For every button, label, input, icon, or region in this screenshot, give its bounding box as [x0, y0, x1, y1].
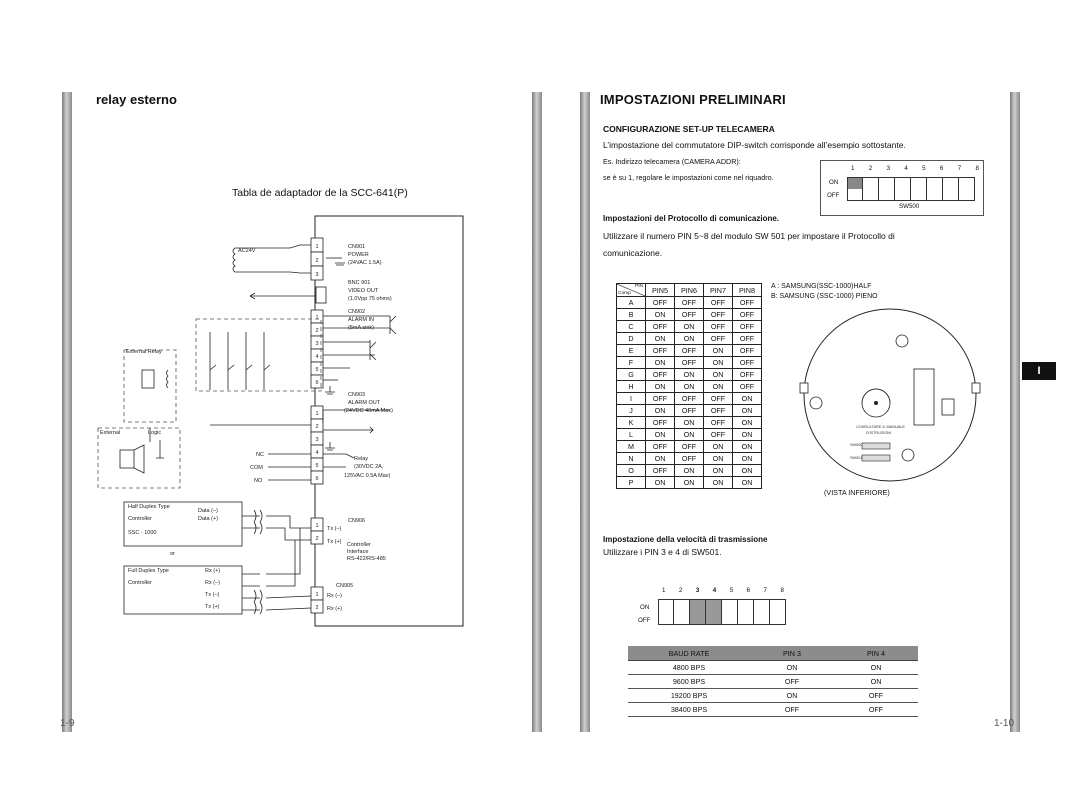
pin-table-row: [617, 453, 762, 465]
section-title: CONFIGURAZIONE SET-UP TELECAMERA: [603, 124, 775, 134]
pin-table-row-label: F: [617, 357, 646, 369]
pin-table-row-label: E: [617, 345, 646, 357]
pin-table-cell: OFF: [675, 405, 704, 417]
legend-b: B: SAMSUNG (SSC-1000) PIENO: [771, 292, 878, 300]
diagram-subtitle: Tabla de adaptador de la SCC-641(P): [232, 187, 408, 199]
pin-table-cell: ON: [675, 417, 704, 429]
pin-table-cell: OFF: [733, 345, 762, 357]
pin-table-cell: OFF: [733, 357, 762, 369]
dip-switch: [959, 177, 975, 201]
center-page-bar-left: [532, 92, 542, 732]
pin-table-row: [617, 405, 762, 417]
label-relay-spec1: (30VDC 2A,: [354, 464, 384, 470]
dip-switch: [674, 599, 690, 625]
right-page-bar: [1010, 92, 1020, 732]
sw500-on-label: ON: [829, 179, 839, 186]
pin-table-row-label: A: [617, 297, 646, 309]
pin-table-cell: OFF: [704, 393, 733, 405]
label-bnc901: BNC 901: [348, 280, 371, 286]
sw500-label: SW500: [899, 203, 920, 210]
pin-table-cell: ON: [675, 429, 704, 441]
pin-table-row-label: N: [617, 453, 646, 465]
center-page-bar-right: [580, 92, 590, 732]
baud-table-cell: ON: [834, 661, 918, 675]
baud-header: PIN 4: [834, 646, 918, 661]
left-heading: relay esterno: [96, 92, 177, 107]
pin-table-row-label: D: [617, 333, 646, 345]
label-controller-iface3: RS-422/RS-485: [347, 556, 386, 562]
pin-table-cell: ON: [733, 477, 762, 489]
dip-switch: [754, 599, 770, 625]
sw501-on-label: ON: [640, 604, 650, 611]
terminal-num: 1: [315, 523, 319, 529]
baud-table-cell: 38400 BPS: [628, 703, 750, 717]
label-or: or: [170, 551, 175, 557]
pin-table-cell: OFF: [733, 369, 762, 381]
pin-table-cell: OFF: [675, 309, 704, 321]
pin-table-cell: OFF: [646, 345, 675, 357]
terminal-num: 2: [315, 328, 319, 334]
label-tx-plus-1: Tx (+): [327, 539, 342, 545]
terminal-num: 4: [315, 354, 319, 360]
pin-table-row: [617, 393, 762, 405]
pin-table-row-label: L: [617, 429, 646, 441]
speed-text: Utilizzare i PIN 3 e 4 di SW501.: [603, 547, 722, 557]
pin-table-cell: ON: [733, 393, 762, 405]
label-alarm-in-spec: (5mA sink): [348, 325, 374, 331]
pin-table-cell: ON: [675, 369, 704, 381]
protocol-text2: comunicazione.: [603, 248, 663, 258]
label-cn903: CN903: [348, 392, 366, 398]
sw500-switches: [847, 177, 975, 201]
pin-table-cell: OFF: [733, 381, 762, 393]
baud-header: BAUD RATE: [628, 646, 750, 661]
pin-table-cell: ON: [704, 357, 733, 369]
label-controller1: Controller: [128, 516, 152, 522]
pin-table-cell: OFF: [704, 309, 733, 321]
dip-switch: [690, 599, 706, 625]
label-power-spec: (24VAC 1.5A): [348, 260, 382, 266]
pin-table-cell: ON: [704, 381, 733, 393]
pin-table-row-label: J: [617, 405, 646, 417]
pin-table-cell: ON: [704, 477, 733, 489]
pin-table-cell: ON: [733, 417, 762, 429]
section-tab-marker: I: [1022, 362, 1056, 380]
pin-table-cell: OFF: [675, 345, 704, 357]
baud-table-row: [628, 703, 918, 717]
sw501-numbers: 1 2 3 4 5 6 7 8: [662, 587, 784, 594]
pin-table-row: [617, 429, 762, 441]
terminal-num: 1: [315, 244, 319, 250]
baud-table-row: [628, 661, 918, 675]
baud-header: PIN 3: [750, 646, 834, 661]
baud-table-cell: 4800 BPS: [628, 661, 750, 675]
terminal-num: 1: [315, 315, 319, 321]
wiring-diagram: [90, 210, 470, 630]
pin-table-row: [617, 465, 762, 477]
pin-table-cell: ON: [646, 477, 675, 489]
baud-table-cell: 19200 BPS: [628, 689, 750, 703]
pin-table-cell: ON: [675, 321, 704, 333]
pin-table-row-label: O: [617, 465, 646, 477]
pin-table-cell: OFF: [646, 369, 675, 381]
label-data-minus: Data (–): [198, 508, 218, 514]
label-ssc1000: SSC - 1000: [128, 530, 157, 536]
pin-table-row-label: I: [617, 393, 646, 405]
pin-table-cell: ON: [733, 465, 762, 477]
baud-table-row: [628, 675, 918, 689]
baud-table-cell: OFF: [834, 689, 918, 703]
terminal-num: 3: [315, 341, 319, 347]
terminal-num: 6: [315, 476, 319, 482]
pin-table-cell: ON: [675, 333, 704, 345]
terminal-num: 3: [315, 437, 319, 443]
pin-table-cell: ON: [646, 453, 675, 465]
label-alarm-out: ALARM OUT: [348, 400, 381, 406]
pin-table-cell: ON: [675, 477, 704, 489]
pin-table-row: [617, 357, 762, 369]
terminal-num: 5: [315, 463, 319, 469]
pin-table-row-label: C: [617, 321, 646, 333]
legend-a: A : SAMSUNG(SSC-1000)HALF: [771, 283, 872, 290]
pin-table-cell: ON: [646, 429, 675, 441]
terminal-num: 4: [315, 450, 319, 456]
terminal-num: 1: [315, 411, 319, 417]
label-relay: Relay: [354, 456, 369, 462]
pin-table-cell: OFF: [733, 321, 762, 333]
pin-table-row: [617, 333, 762, 345]
terminal-num: 2: [315, 605, 319, 611]
dip-switch: [863, 177, 879, 201]
pin-table-header: PIN8: [733, 284, 762, 297]
dip-switch: [847, 177, 863, 201]
terminal-num: 5: [315, 367, 319, 373]
label-no: NO: [254, 478, 263, 484]
protocol-title: Impostazioni del Protocollo di comunicazione.: [603, 214, 780, 223]
pin-table-row-label: G: [617, 369, 646, 381]
terminal-num: 2: [315, 424, 319, 430]
pin-table-cell: ON: [646, 357, 675, 369]
pin-table-row: [617, 297, 762, 309]
pin-table-cell: OFF: [675, 441, 704, 453]
left-page-bar: [60, 92, 75, 732]
bottom-sw501-label: SW501: [850, 456, 863, 460]
pin-table-cell: ON: [646, 381, 675, 393]
pin-table-cell: OFF: [646, 297, 675, 309]
label-external-relay: External Relay: [126, 349, 162, 355]
label-cn906: CN906: [348, 518, 366, 524]
pin-table-cell: ON: [733, 453, 762, 465]
pin-table-header: PIN6: [675, 284, 704, 297]
speed-title: Impostazione della velocità di trasmissione: [603, 535, 768, 544]
right-page-number: 1-10: [994, 718, 1015, 729]
label-video-spec: (1.0Vpp 75 ohms): [348, 296, 392, 302]
label-rx-plus: Rx (+): [205, 568, 221, 574]
baud-table-cell: OFF: [750, 675, 834, 689]
terminal-num: 1: [315, 592, 319, 598]
dip-switch: [770, 599, 786, 625]
pin-table-header: PIN5: [646, 284, 675, 297]
terminal-num: 6: [315, 380, 319, 386]
dip-switch: [911, 177, 927, 201]
protocol-pin-table: [616, 283, 762, 489]
pin-table-cell: OFF: [646, 441, 675, 453]
label-cn905: CN905: [336, 583, 354, 589]
pin-table-cell: ON: [733, 441, 762, 453]
baud-table-cell: OFF: [750, 703, 834, 717]
label-external: External: [100, 430, 121, 436]
label-tx-plus-2: Tx (+): [205, 604, 220, 610]
pin-table-cell: OFF: [704, 297, 733, 309]
intro-text: L’impostazione del commutatore DIP-switch corrisponde all’esempio sottostante.: [603, 140, 906, 150]
left-page-number: 1-9: [60, 718, 75, 729]
pin-table-cell: ON: [704, 369, 733, 381]
label-com: COM: [250, 465, 263, 471]
baud-table-cell: ON: [750, 661, 834, 675]
sw500-numbers: 1 2 3 4 5 6 7 8: [851, 165, 979, 172]
dip-switch: [927, 177, 943, 201]
label-alarm-in: ALARM IN: [348, 317, 374, 323]
pin-table-cell: OFF: [704, 321, 733, 333]
pin-table-cell: ON: [646, 309, 675, 321]
example-line2: se è su 1, regolare le impostazioni come nel riquadro.: [603, 173, 774, 182]
pin-table-cell: OFF: [646, 393, 675, 405]
pin-table-row: [617, 309, 762, 321]
baud-rate-table: [628, 646, 918, 717]
label-rx-minus-r: Rx (–): [327, 593, 342, 599]
label-power: POWER: [348, 252, 369, 258]
sw500-box: [820, 160, 984, 216]
camera-bottom-view: [798, 303, 982, 483]
dip-switch: [879, 177, 895, 201]
pin-table-cell: ON: [733, 405, 762, 417]
label-controller-iface1: Controller: [347, 542, 371, 548]
label-video-out: VIDEO OUT: [348, 288, 379, 294]
pin-table-cell: OFF: [704, 417, 733, 429]
label-full-duplex: Full Duplex Type: [128, 568, 169, 574]
terminal-num: 2: [315, 536, 319, 542]
baud-table-cell: ON: [750, 689, 834, 703]
example-line1: Es. Indirizzo telecamera (CAMERA ADDR):: [603, 157, 741, 166]
pin-table-cell: OFF: [704, 429, 733, 441]
pin-table-cell: ON: [733, 429, 762, 441]
pin-table-row: [617, 345, 762, 357]
pin-table-cell: OFF: [675, 453, 704, 465]
bottom-note2: D'ISTRUZIONI: [866, 431, 891, 435]
label-tx-minus-1: Tx (–): [327, 526, 342, 532]
pin-table-cell: ON: [704, 441, 733, 453]
label-alarm-out-spec: (24VDC 40mA Max): [344, 408, 393, 414]
right-heading: IMPOSTAZIONI PRELIMINARI: [600, 92, 786, 107]
pin-table-cell: OFF: [733, 309, 762, 321]
pin-table-row-label: K: [617, 417, 646, 429]
label-logic: Logic: [148, 430, 162, 436]
pin-table-cell: OFF: [646, 465, 675, 477]
label-rx-minus: Rx (–): [205, 580, 220, 586]
dip-switch: [943, 177, 959, 201]
pin-table-cell: OFF: [733, 333, 762, 345]
bottom-view-caption: (VISTA INFERIORE): [824, 488, 890, 497]
pin-table-cell: OFF: [704, 405, 733, 417]
label-ac24v: AC24V: [238, 248, 256, 254]
pin-table-header: PIN7: [704, 284, 733, 297]
sw501-off-label: OFF: [638, 617, 651, 624]
pin-table-row: [617, 369, 762, 381]
pin-table-cell: OFF: [733, 297, 762, 309]
pin-table-cell: OFF: [675, 297, 704, 309]
pin-table-cell: OFF: [675, 357, 704, 369]
pin-table-corner: PIN Comp: [617, 284, 646, 297]
label-controller2: Controller: [128, 580, 152, 586]
dip-switch: [738, 599, 754, 625]
pin-table-row: [617, 477, 762, 489]
baud-table-cell: ON: [834, 675, 918, 689]
pin-table-row: [617, 441, 762, 453]
terminal-num: 2: [315, 258, 319, 264]
protocol-legend: [771, 282, 878, 301]
pin-table-cell: ON: [704, 345, 733, 357]
dip-switch: [658, 599, 674, 625]
bottom-sw500-label: SW500: [850, 443, 863, 447]
pin-table-cell: ON: [675, 465, 704, 477]
pin-table-cell: OFF: [646, 417, 675, 429]
pin-table-cell: OFF: [704, 333, 733, 345]
pin-table-cell: ON: [646, 333, 675, 345]
label-controller-iface2: Interface: [347, 549, 369, 555]
label-cn902: CN902: [348, 309, 366, 315]
pin-table-cell: OFF: [675, 393, 704, 405]
label-rx-plus-r: Rx (+): [327, 606, 343, 612]
protocol-text1: Utilizzare il numero PIN 5~8 del modulo SW 501 per impostare il Protocollo di: [603, 231, 895, 241]
pin-table-row-label: M: [617, 441, 646, 453]
pin-table-cell: OFF: [646, 321, 675, 333]
pin-table-row: [617, 321, 762, 333]
dip-switch: [722, 599, 738, 625]
label-cn901: CN901: [348, 244, 366, 250]
pin-table-row-label: P: [617, 477, 646, 489]
baud-table-cell: 9600 BPS: [628, 675, 750, 689]
dip-switch: [895, 177, 911, 201]
sw501-switches: [658, 599, 786, 625]
pin-table-row: [617, 417, 762, 429]
terminal-num: 3: [315, 272, 319, 278]
sw501-box: [632, 587, 784, 629]
pin-table-cell: ON: [646, 405, 675, 417]
pin-table-cell: ON: [704, 465, 733, 477]
label-nc: NC: [256, 452, 264, 458]
label-data-plus: Data (+): [198, 516, 219, 522]
pin-table-row-label: H: [617, 381, 646, 393]
baud-table-row: [628, 689, 918, 703]
label-tx-minus-2: Tx (–): [205, 592, 220, 598]
pin-table-cell: ON: [704, 453, 733, 465]
bottom-note1: CONSULTARE IL MANUALE: [856, 425, 905, 429]
pin-table-row-label: B: [617, 309, 646, 321]
label-relay-spec2: 125VAC 0.5A Max): [344, 473, 391, 479]
pin-table-row: [617, 381, 762, 393]
pin-table-cell: ON: [675, 381, 704, 393]
sw500-off-label: OFF: [827, 192, 840, 199]
label-half-duplex: Half Duplex Type: [128, 504, 170, 510]
dip-switch: [706, 599, 722, 625]
baud-table-cell: OFF: [834, 703, 918, 717]
